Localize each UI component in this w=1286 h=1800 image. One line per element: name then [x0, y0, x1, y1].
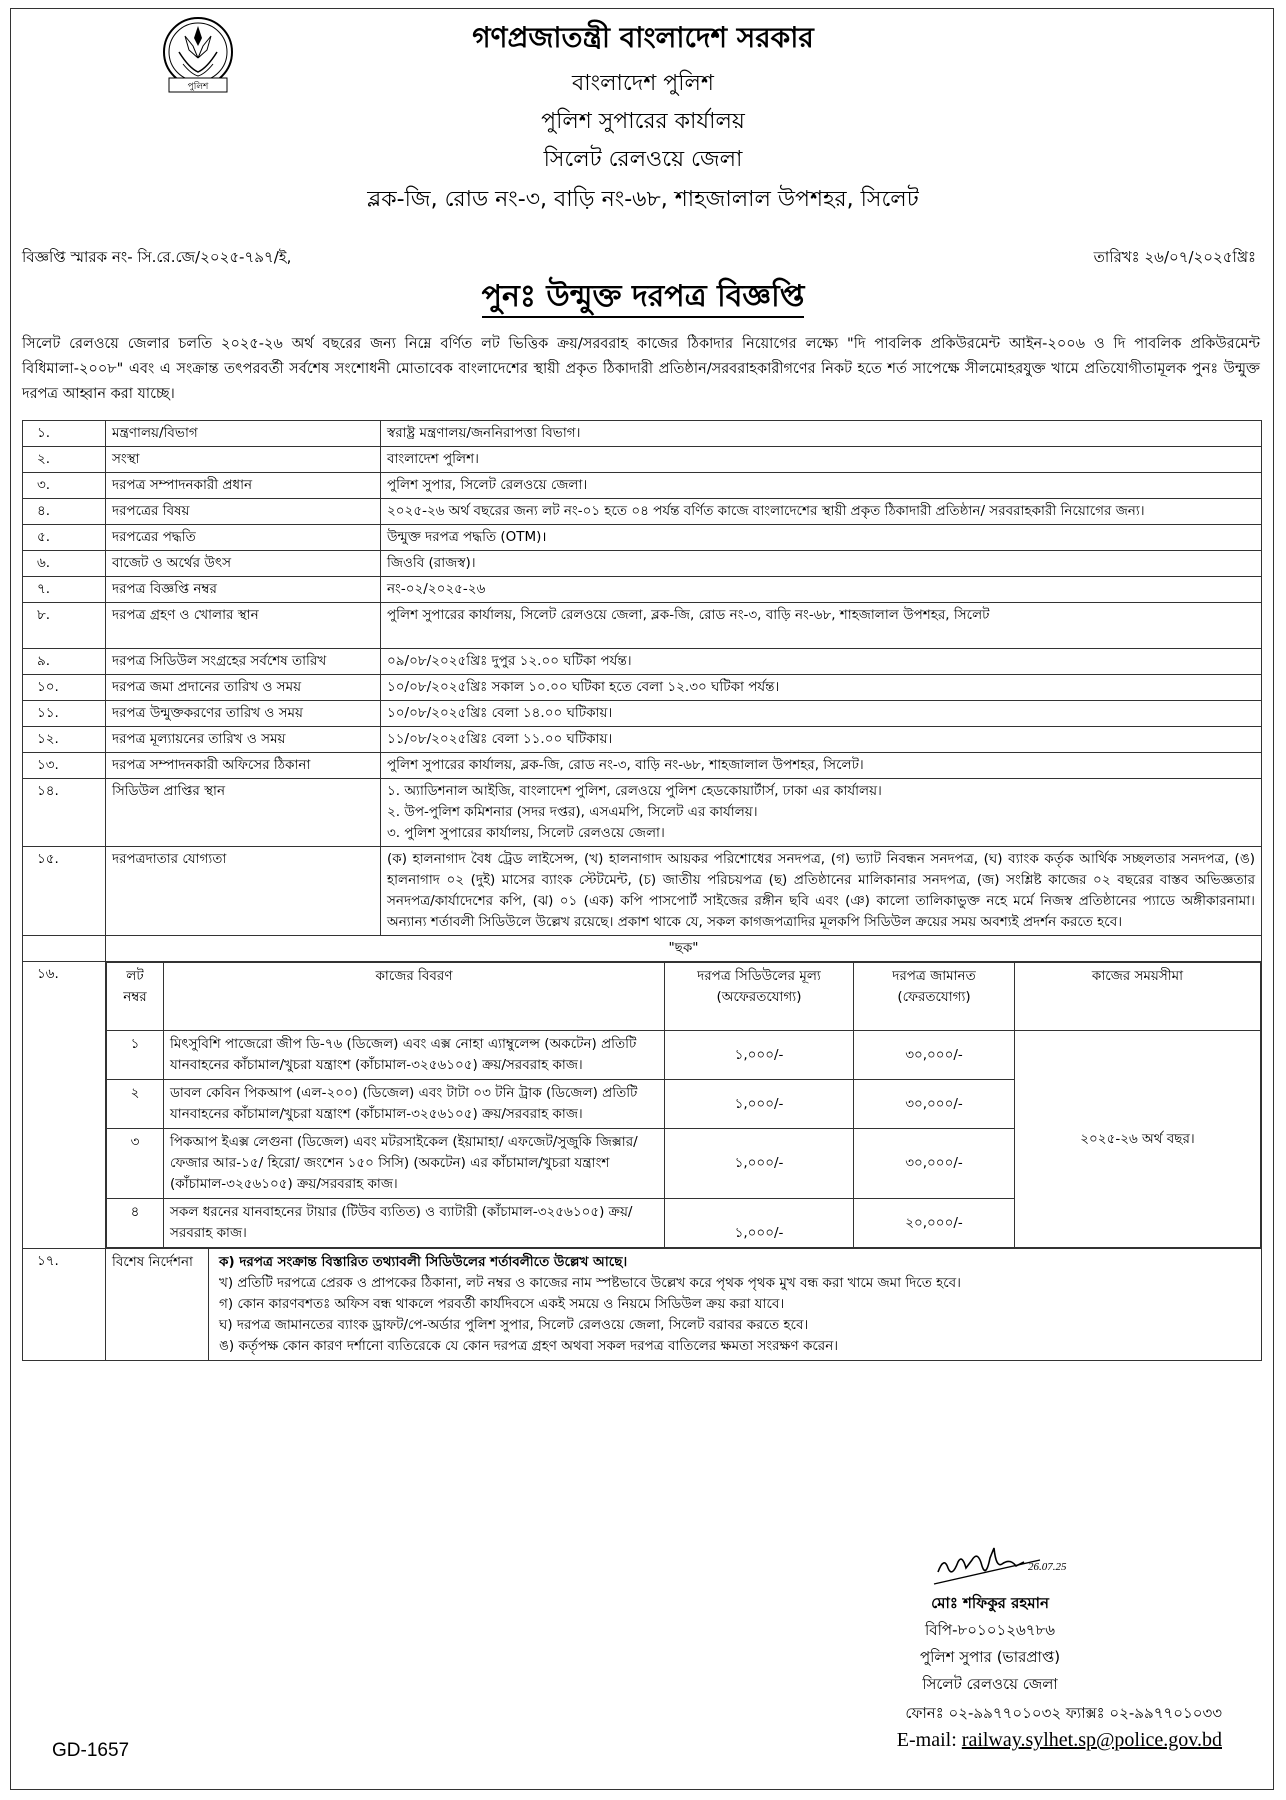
intro-paragraph: সিলেট রেলওয়ে জেলার চলতি ২০২৫-২৬ অর্থ বছরের জন্য নিম্নে বর্ণিত লট ভিত্তিক ক্রয়/সরবরাহ কাজের ঠিকাদার নিয়োগের লক্ষ্যে "দি পাবলিক প্রকিউরমেন্ট আইন-২০০৬ ও দি পাবলিক প্রকিউরমেন্ট বিধিমালা-২০০৮" এবং এ সংক্রান্ত তৎপরবর্তী সর্বশেষ সংশোধনী মোতাবেক বাংলাদেশের স্থায়ী প্রকৃত ঠিকাদারী প্রতিষ্ঠান/সরবরাহকারীগণের নিকট হতে শর্ত সাপেক্ষে সীলমোহরযুক্ত খামে প্রতিযোগীতামূলক পুনঃ উন্মুক্ত দরপত্র আহ্বান করা যাচ্ছে।	[22, 336, 1260, 402]
memo-number: বিজ্ঞপ্তি স্মারক নং- সি.রে.জে/২০২৫-৭৯৭/ই,	[22, 248, 292, 266]
contact-email: E-mail: railway.sylhet.sp@police.gov.bd	[896, 1729, 1222, 1751]
table-row: ২. সংস্থা বাংলাদেশ পুলিশ।	[23, 447, 1262, 473]
lot-row: ২ ডাবল কেবিন পিকআপ (এল-২০০) (ডিজেল) এবং টাটা ০৩ টনি ট্রাক (ডিজেল) প্রতিটি যানবাহনের কাঁচামাল/খুচরা যন্ত্রাংশ (কাঁচামাল-৩২৫৬১০৫) ক্রয়/সরবরাহ কাজ। ১,০০০/- ৩০,০০০/-	[107, 1080, 1261, 1129]
lot-row: ১ মিৎসুবিশি পাজেরো জীপ ডি-৭৬ (ডিজেল) এবং এক্স নোহা এ্যাম্বুলেন্স (অকটেন) প্রতিটি যানবাহনের কাঁচামাল/খুচরা যন্ত্রাংশ (কাঁচামাল-৩২৫৬১০৫) ক্রয়/সরবরাহ কাজ। ১,০০০/- ৩০,০০০/- ২০২৫-২৬ অর্থ বছর।	[107, 1031, 1261, 1080]
email-link[interactable]: railway.sylhet.sp@police.gov.bd	[961, 1729, 1222, 1751]
table-row: ৭. দরপত্র বিজ্ঞপ্তি নম্বর নং-০২/২০২৫-২৬	[23, 577, 1262, 603]
signatory-bp-number: বিপি-৮০১০১২৬৭৮৬	[925, 1621, 1055, 1639]
table-row: ১৪. সিডিউল প্রাপ্তির স্থান ১. অ্যাডিশনাল আইজি, বাংলাদেশ পুলিশ, রেলওয়ে পুলিশ হেডকোয়ার্টার্স, ঢাকা এর কার্যালয়। ২. উপ-পুলিশ কমিশনার (সদর দপ্তর), এসএমপি, সিলেট এর কার্যালয়। ৩. পুলিশ সুপারের কার্যালয়, সিলেট রেলওয়ে জেলা।	[23, 779, 1262, 847]
signatory-designation: পুলিশ সুপার (ভারপ্রাপ্ত)	[919, 1648, 1061, 1666]
table-row: ৪. দরপত্রের বিষয় ২০২৫-২৬ অর্থ বছরের জন্য লট নং-০১ হতে ০৪ পর্যন্ত বর্ণিত কাজে বাংলাদেশের স্থায়ী প্রকৃত ঠিকাদারী প্রতিষ্ঠান/ সরবরাহকারী নিয়োগের জন্য।	[23, 499, 1262, 525]
instruction-item: খ) প্রতিটি দরপত্রে প্রেরক ও প্রাপকের ঠিকানা, লট নম্বর ও কাজের নাম স্পষ্টভাবে উল্লেখ করে পৃথক পৃথক মুখ বন্ধ করা খামে জমা দিতে হবে।	[219, 1275, 962, 1291]
government-title: গণপ্রজাতন্ত্রী বাংলাদেশ সরকার	[472, 21, 814, 54]
instructions-row: ১৭. বিশেষ নির্দেশনা ক) দরপত্র সংক্রান্ত বিস্তারিত তথ্যাবলী সিডিউলের শর্তাবলীতে উল্লেখ আছে। খ) প্রতিটি দরপত্রে প্রেরক ও প্রাপকের ঠিকানা, লট নম্বর ও কাজের নাম স্পষ্টভাবে উল্লেখ করে পৃথক পৃথক মুখ বন্ধ করা খামে জমা দিতে হবে। গ) কোন কারণবশতঃ অফিস বন্ধ থাকলে পরবর্তী কার্যদিবসে একই সময়ে ও নিয়মে সিডিউল ক্রয় করা যাবে। ঘ) দরপত্র জামানতের ব্যাংক ড্রাফট/পে-অর্ডার পুলিশ সুপার, সিলেট রেলওয়ে জেলা, সিলেট বরাবর করতে হবে। ঙ) কর্তৃপক্ষ কোন কারণ দর্শানো ব্যতিরেকে যে কোন দরপত্র গ্রহণ অথবা সকল দরপত্র বাতিলের ক্ষমতা সংরক্ষণ করেন।	[23, 1249, 1262, 1361]
footer-code: GD-1657	[52, 1740, 130, 1761]
table-row: ১১. দরপত্র উন্মুক্তকরণের তারিখ ও সময় ১০/০৮/২০২৫খ্রিঃ বেলা ১৪.০০ ঘটিকায়।	[23, 701, 1262, 727]
handwritten-signature	[930, 1528, 1090, 1588]
district-title: সিলেট রেলওয়ে জেলা	[543, 147, 743, 172]
lot-table: লট নম্বর কাজের বিবরণ দরপত্র সিডিউলের মূল্য (অফেরতযোগ্য) দরপত্র জামানত (ফেরতযোগ্য) কাজের সময়সীমা ১ মিৎসুবিশি পাজেরো জীপ ডি-৭৬ (ডিজেল) এবং এক্স নোহা এ্যাম্বুলেন্স (অকটেন) প্রতিটি যানবাহনের কাঁচামাল/খুচরা যন্ত্রাংশ (কাঁচামাল-৩২৫৬১০৫) ক্রয়/সরবরাহ কাজ। ১,০০০/- ৩০,০০০/- ২০২৫-২৬ অর্থ বছর। ২ ডাবল কেবিন পিকআপ (এল-২০০) (ডিজেল) এবং টাটা ০৩ টনি ট্রাক (ডিজেল) প্রতিটি যানবাহনের কাঁচামাল/খুচরা যন্ত্রাংশ (কাঁচামাল-৩২৫৬১০৫) ক্রয়/সরবরাহ কাজ। ১,০০০/- ৩০,০০০/- ৩ পিকআপ ইএক্স লেগুনা (ডিজেল) এবং মটরসাইকেল (ইয়ামাহা/ এফজেট/সুজুকি জিক্সার/ফেজার আর-১৫/ হিরো/ জংশেন ১৫০ সিসি) (অকটেন) এর কাঁচামাল/খুচরা যন্ত্রাংশ (কাঁচামাল-৩২৫৬১০৫) ক্রয়/সরবরাহ কাজ। ১,০০০/- ৩০,০০০/- ৪ সকল ধরনের যানবাহনের টায়ার (টিউব ব্যতিত) ও ব্যাটারী (কাঁচামাল-৩২৫৬১০৫) ক্রয়/সরবরাহ কাজ। ১,০০০/- ২০,০০০/-	[106, 962, 1261, 1248]
instruction-item: ঙ) কর্তৃপক্ষ কোন কারণ দর্শানো ব্যতিরেকে যে কোন দরপত্র গ্রহণ অথবা সকল দরপত্র বাতিলের ক্ষমতা সংরক্ষণ করেন।	[219, 1338, 839, 1354]
tender-table	[22, 420, 1262, 1361]
instruction-item: ঘ) দরপত্র জামানতের ব্যাংক ড্রাফট/পে-অর্ডার পুলিশ সুপার, সিলেট রেলওয়ে জেলা, সিলেট বরাবর করতে হবে।	[219, 1317, 809, 1333]
schedule-place-3: ৩. পুলিশ সুপারের কার্যালয়, সিলেট রেলওয়ে জেলা।	[387, 825, 665, 841]
instruction-item: গ) কোন কারণবশতঃ অফিস বন্ধ থাকলে পরবর্তী কার্যদিবসে একই সময়ে ও নিয়মে সিডিউল ক্রয় করা যাবে।	[219, 1296, 785, 1312]
table-row: ৮. দরপত্র গ্রহণ ও খোলার স্থান পুলিশ সুপারের কার্যালয়, সিলেট রেলওয়ে জেলা, ব্লক-জি, রোড নং-৩, বাড়ি নং-৬৮, শাহজালাল উপশহর, সিলেট	[23, 603, 1262, 649]
signatory-name: মোঃ শফিকুর রহমান	[931, 1594, 1049, 1612]
table-row: ১২. দরপত্র মূল্যায়নের তারিখ ও সময় ১১/০৮/২০২৫খ্রিঃ বেলা ১১.০০ ঘটিকায়।	[23, 727, 1262, 753]
chhok-row: "ছক"	[23, 936, 1262, 962]
table-row: ১৩. দরপত্র সম্পাদনকারী অফিসের ঠিকানা পুলিশ সুপারের কার্যালয়, ব্লক-জি, রোড নং-৩, বাড়ি নং-৬৮, শাহজালাল উপশহর, সিলেট।	[23, 753, 1262, 779]
svg-text:26.07.25: 26.07.25	[1028, 1561, 1067, 1573]
notice-title: পুনঃ উন্মুক্ত দরপত্র বিজ্ঞপ্তি	[0, 272, 1286, 323]
lot-table-row: ১৬. লট নম্বর কাজের বিবরণ দরপত্র সিডিউলের মূল্য (অফেরতযোগ্য) দরপত্র জামানত (ফেরতযোগ্য) কাজের সময়সীমা ১ মিৎসুবিশি পাজেরো জীপ ডি-৭৬ (ডিজেল) এবং এক্স নোহা এ্যাম্বুলেন্স (অকটেন) প্রতিটি যানবাহনের কাঁচামাল/খুচরা যন্ত্রাংশ (কাঁচামাল-৩২৫৬১০৫) ক্রয়/সরবরাহ কাজ। ১,০০০/- ৩০,০০০/- ২০২৫-২৬ অর্থ বছর। ২ ডাবল কেবিন পিকআপ (এল-২০০) (ডিজেল) এবং টাটা ০৩ টনি ট্রাক (ডিজেল) প্রতিটি যানবাহনের কাঁচামাল/খুচরা যন্ত্রাংশ (কাঁচামাল-৩২৫৬১০৫) ক্রয়/সরবরাহ কাজ। ১,০০০/- ৩০,০০০/- ৩ পিকআপ ইএক্স লেগুনা (ডিজেল) এবং মটরসাইকেল (ইয়ামাহা/ এফজেট/সুজুকি জিক্সার/ফেজার আর-১৫/ হিরো/ জংশেন ১৫০ সিসি) (অকটেন) এর কাঁচামাল/খুচরা যন্ত্রাংশ (কাঁচামাল-৩২৫৬১০৫) ক্রয়/সরবরাহ কাজ। ১,০০০/- ৩০,০০০/- ৪ সকল ধরনের যানবাহনের টায়ার (টিউব ব্যতিত) ও ব্যাটারী (কাঁচামাল-৩২৫৬১০৫) ক্রয়/সরবরাহ কাজ। ১,০০০/- ২০,০০০/-	[23, 962, 1262, 1249]
schedule-place-1: ১. অ্যাডিশনাল আইজি, বাংলাদেশ পুলিশ, রেলওয়ে পুলিশ হেডকোয়ার্টার্স, ঢাকা এর কার্যালয়।	[387, 783, 882, 799]
office-address: ব্লক-জি, রোড নং-৩, বাড়ি নং-৬৮, শাহজালাল উপশহর, সিলেট	[367, 187, 919, 212]
office-title: পুলিশ সুপারের কার্যালয়	[541, 109, 745, 134]
table-row: ৯. দরপত্র সিডিউল সংগ্রহের সর্বশেষ তারিখ ০৯/০৮/২০২৫খ্রিঃ দুপুর ১২.০০ ঘটিকা পর্যন্ত।	[23, 649, 1262, 675]
table-row: ৬. বাজেট ও অর্থের উৎস জিওবি (রাজস্ব)।	[23, 551, 1262, 577]
table-row: ৫. দরপত্রের পদ্ধতি উন্মুক্ত দরপত্র পদ্ধতি (OTM)।	[23, 525, 1262, 551]
lot-row: ৪ সকল ধরনের যানবাহনের টায়ার (টিউব ব্যতিত) ও ব্যাটারী (কাঁচামাল-৩২৫৬১০৫) ক্রয়/সরবরাহ কাজ। ১,০০০/- ২০,০০০/-	[107, 1199, 1261, 1248]
schedule-place-2: ২. উপ-পুলিশ কমিশনার (সদর দপ্তর), এসএমপি, সিলেট এর কার্যালয়।	[387, 804, 758, 820]
svg-text:পুলিশ: পুলিশ	[187, 82, 209, 92]
table-row: ১. মন্ত্রণালয়/বিভাগ স্বরাষ্ট্র মন্ত্রণালয়/জননিরাপত্তা বিভাগ।	[23, 421, 1262, 447]
contact-phone-fax: ফোনঃ ০২-৯৯৭৭০১০৩২ ফ্যাক্সঃ ০২-৯৯৭৭০১০৩৩	[905, 1704, 1222, 1722]
lot-row: ৩ পিকআপ ইএক্স লেগুনা (ডিজেল) এবং মটরসাইকেল (ইয়ামাহা/ এফজেট/সুজুকি জিক্সার/ফেজার আর-১৫/ হিরো/ জংশেন ১৫০ সিসি) (অকটেন) এর কাঁচামাল/খুচরা যন্ত্রাংশ (কাঁচামাল-৩২৫৬১০৫) ক্রয়/সরবরাহ কাজ। ১,০০০/- ৩০,০০০/-	[107, 1129, 1261, 1199]
department-title: বাংলাদেশ পুলিশ	[572, 71, 714, 96]
table-row: ১০. দরপত্র জমা প্রদানের তারিখ ও সময় ১০/০৮/২০২৫খ্রিঃ সকাল ১০.০০ ঘটিকা হতে বেলা ১২.৩০ ঘটিকা পর্যন্ত।	[23, 675, 1262, 701]
signatory-office: সিলেট রেলওয়ে জেলা	[922, 1675, 1058, 1693]
table-row: ৩. দরপত্র সম্পাদনকারী প্রধান পুলিশ সুপার, সিলেট রেলওয়ে জেলা।	[23, 473, 1262, 499]
table-row: ১৫. দরপত্রদাতার যোগ্যতা (ক) হালনাগাদ বৈধ ট্রেড লাইসেন্স, (খ) হালনাগাদ আয়কর পরিশোধের সনদপত্র, (গ) ভ্যাট নিবন্ধন সনদপত্র, (ঘ) ব্যাংক কর্তৃক আর্থিক সচ্ছলতার সনদপত্র, (ঙ) হালনাগাদ ০২ (দুই) মাসের ব্যাংক স্টেটমেন্ট, (চ) জাতীয় পরিচয়পত্র (ছ) প্রতিষ্ঠানের মালিকানার সনদপত্র, (জ) সংশ্লিষ্ট কাজের ০২ বছরের বাস্তব অভিজ্ঞতার সনদপত্র/কার্যাদেশের কপি, (ঝ) ০১ (এক) কপি পাসপোর্ট সাইজের রঙ্গীন ছবি এবং (ঞ) কালো তালিকাভুক্ত নহে মর্মে নিজস্ব প্রতিষ্ঠানের প্যাডে অঙ্গীকারনামা। অন্যান্য শর্তাবলী সিডিউলে উল্লেখ রয়েছে। প্রকাশ থাকে যে, সকল কাগজপত্রাদির মূলকপি সিডিউল ক্রয়ের সময় অবশ্যই প্রদর্শন করতে হবে।	[23, 847, 1262, 936]
notice-date: তারিখঃ ২৬/০৭/২০২৫খ্রিঃ	[1093, 248, 1256, 266]
instruction-item: ক) দরপত্র সংক্রান্ত বিস্তারিত তথ্যাবলী সিডিউলের শর্তাবলীতে উল্লেখ আছে।	[219, 1254, 628, 1270]
